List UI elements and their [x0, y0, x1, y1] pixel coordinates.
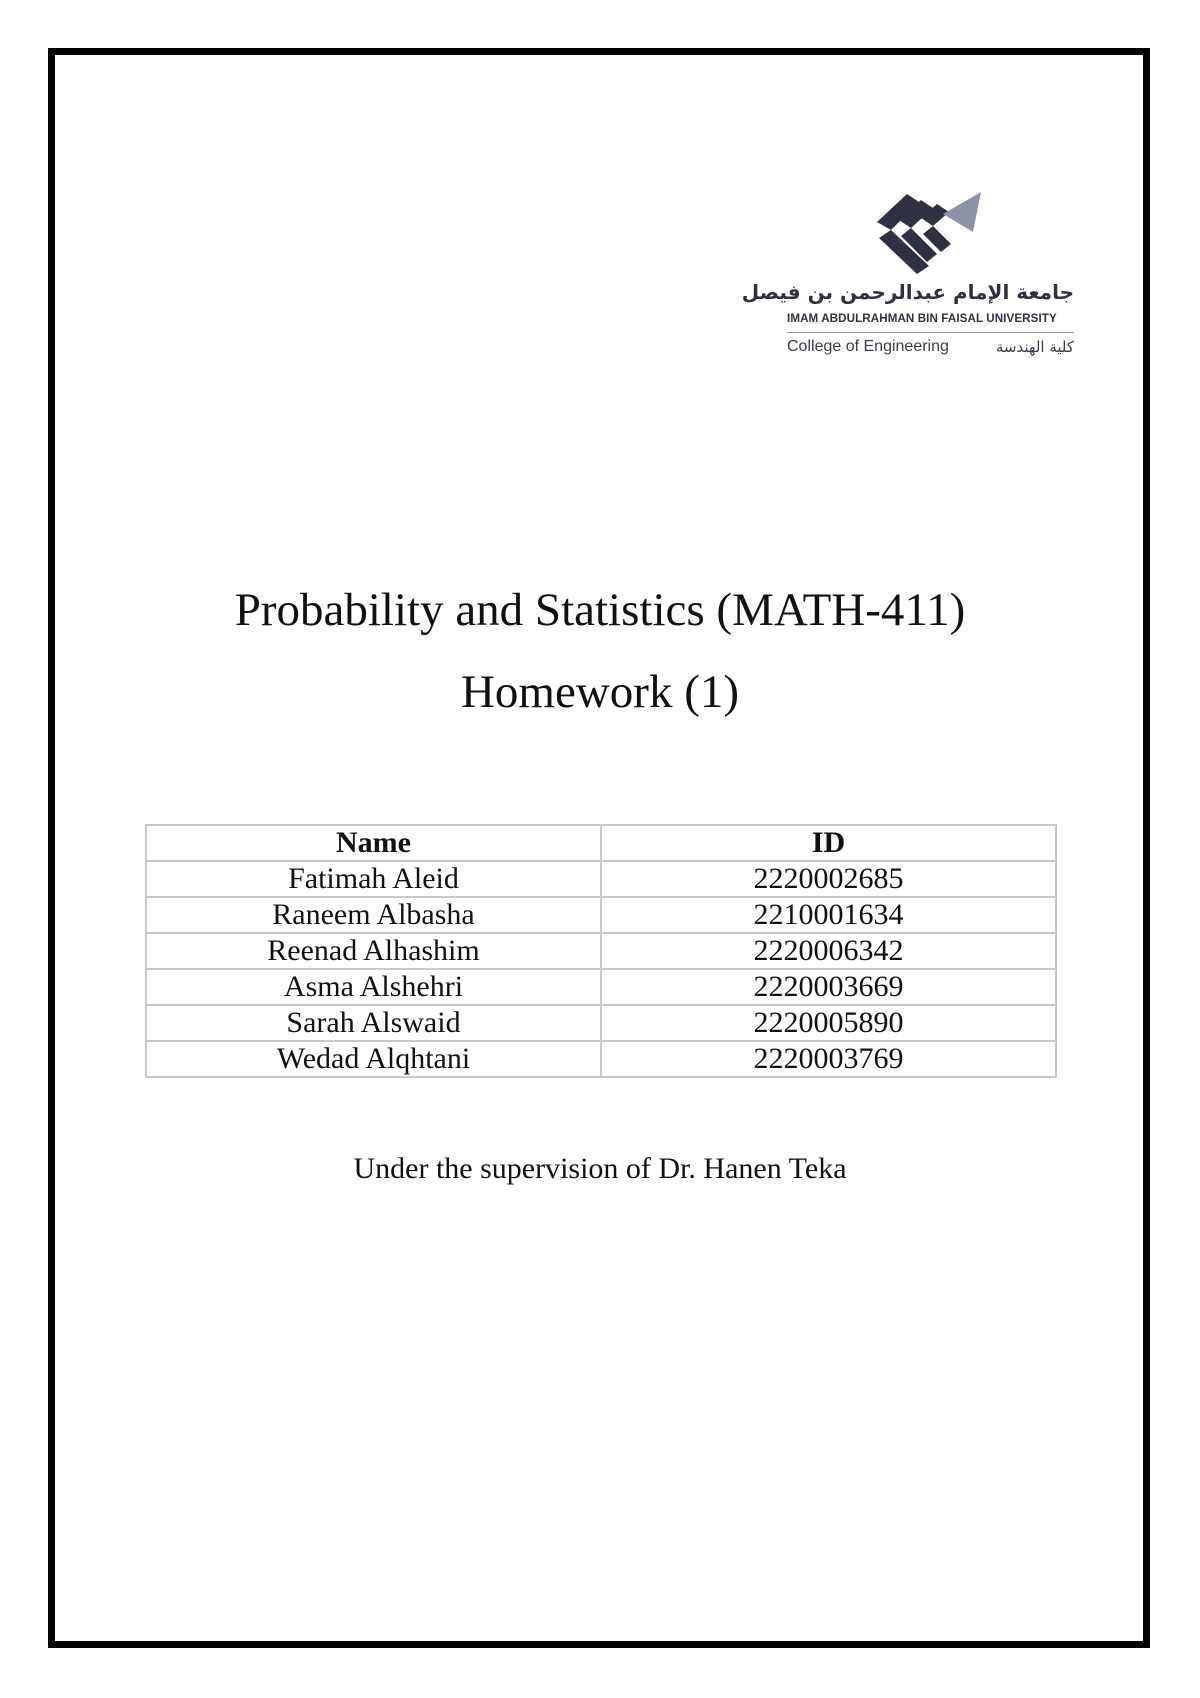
college-name [787, 338, 1074, 356]
college-name-en: College of Engineering [787, 338, 949, 355]
member-name: Sarah Alswaid [146, 1005, 601, 1041]
member-name: Fatimah Aleid [146, 861, 601, 897]
member-id: 2220003669 [601, 969, 1056, 1005]
member-id: 2220002685 [601, 861, 1056, 897]
college-name-ar: كلية الهندسة [995, 338, 1074, 356]
logo-divider [787, 332, 1074, 333]
member-name: Reenad Alhashim [146, 933, 601, 969]
table-header-row [146, 825, 1056, 861]
member-id: 2220006342 [601, 933, 1056, 969]
table-row [146, 1041, 1056, 1077]
table-row [146, 933, 1056, 969]
course-title: Probability and Statistics (MATH-411) [234, 584, 966, 636]
table-row [146, 897, 1056, 933]
university-english-name: IMAM ABDULRAHMAN BIN FAISAL UNIVERSITY [787, 312, 1057, 325]
table-row [146, 969, 1056, 1005]
members-table [145, 824, 1057, 1078]
homework-title: Homework (1) [460, 666, 739, 718]
table-row [146, 1005, 1056, 1041]
member-name: Raneem Albasha [146, 897, 601, 933]
member-name: Wedad Alqhtani [146, 1041, 601, 1077]
header-name: Name [146, 825, 601, 861]
member-id: 2220003769 [601, 1041, 1056, 1077]
member-id: 2210001634 [601, 897, 1056, 933]
table-row [146, 861, 1056, 897]
university-logo-icon [877, 192, 987, 274]
header-id: ID [601, 825, 1056, 861]
member-name: Asma Alshehri [146, 969, 601, 1005]
member-id: 2220005890 [601, 1005, 1056, 1041]
university-arabic-name: جامعة الإمام عبدالرحمن بن فيصل [741, 280, 1074, 304]
supervision-note: Under the supervision of Dr. Hanen Teka [353, 1152, 847, 1185]
